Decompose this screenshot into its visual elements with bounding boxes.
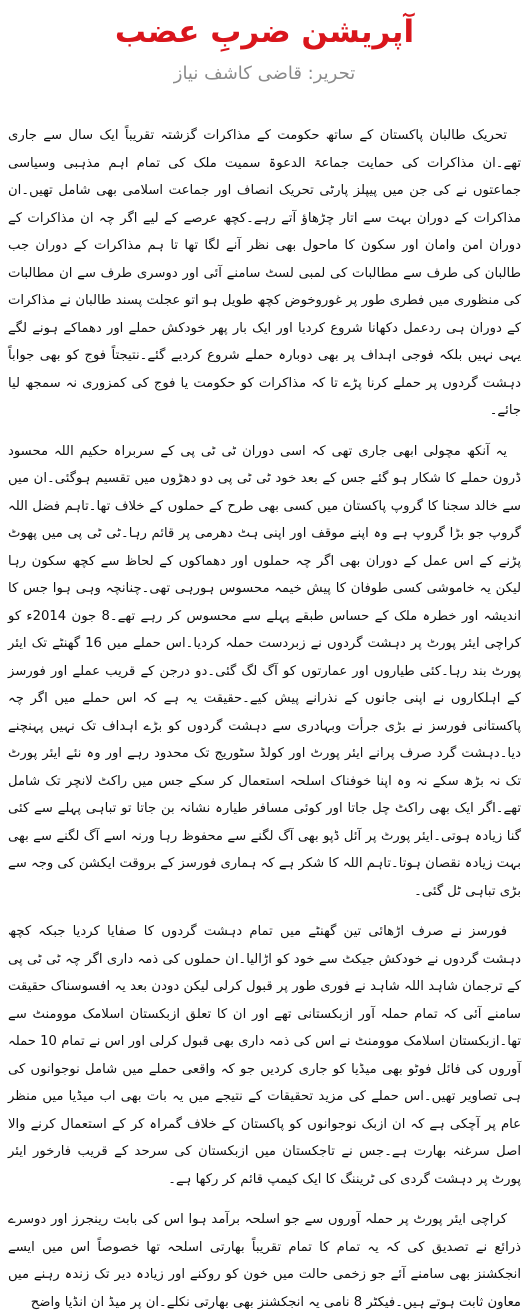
article-paragraph: تحریک طالبان پاکستان کے ساتھ حکومت کے مذاکرات گزشتہ تقریباً ایک سال سے جاری تھے۔ان مذاکرات کی حمایت جماعۃ الدعوۃ سمیت ملک کی تمام اہم مذہبی وسیاسی جماعتوں نے کی جن میں پیپلز پارٹی تحریک انصاف اور جماعت اسلامی بھی شامل تھیں۔ان مذاکرات کے دوران بہت سے اتار چڑھاؤ آتے رہے۔کچھ عرصے کے لیے اگر چہ ان مذاکرات کے دوران امن وامان اور سکون کا ماحول بھی نظر آنے لگا تھا تا ہم مذاکرات کے دوران جب طالبان کی طرف سے مطالبات کی لمبی لسٹ سامنے آئی اور دوسری طرف سے ان مطالبات کی منظوری میں فطری طور پر غوروخوض کچھ طویل ہو اتو عجلت پسند طالبان نے مذاکرات کے دوران ہی ردعمل دکھانا شروع کردیا اور ایک بار پھر خودکش حملے اور دھماکے ہونے لگے یہی نہیں بلکہ فوجی اہداف پر بھی دوبارہ حملے شروع کردیے گئے۔نتیجتاً فوج کو بھی جواباً دہشت گردوں پر حملے کرنا پڑے تا کہ مذاکرات کو حکومت یا فوج کی کمزوری نہ سمجھ لیا جائے۔ (8, 128, 521, 418)
article-title: آپریشن ضربِ عضب (114, 14, 415, 50)
article-paragraph: فورسز نے صرف اڑھائی تین گھنٹے میں تمام دہشت گردوں کا صفایا کردیا جبکہ کچھ دہشت گردوں نے خودکش جیکٹ سے خود کو اڑالیا۔ان حملوں کی ذمہ داری اگر چہ ٹی ٹی پی کے ترجمان شاہد اللہ شاہد نے فوری طور پر قبول کرلی لیکن دودن بعد یہ افسوسناک حقیقت سامنے آئی کہ تمام حملہ آور ازبکستانی تھے اور ان کا تعلق ازبکستان اسلامک موومنٹ سے تھا۔ازبکستان اسلامک موومنٹ نے اس کی ذمہ داری بھی قبول کرلی اور اس نے تمام 10 حملہ آوروں کی فائل فوٹو بھی میڈیا کو جاری کردیں جو کہ واقعی حملے میں شامل نوجوانوں کی ہی تصاویر تھیں۔اس حملے کی مزید تحقیقات کے نتیجے میں یہ بات بھی اب میڈیا میں منظر عام پر آچکی ہے کہ ان ازبک نوجوانوں کو پاکستان کے خلاف گمراہ کر کے استعمال کرنے والا اصل سرغنہ بھارت ہے۔جس نے تاجکستان میں ازبکستان کی سرحد کے قریب فارخور ایئر پورٹ پر دہشت گردی کی ٹریننگ کا ایک کیمپ قائم کر رکھا ہے۔ (8, 924, 521, 1187)
article-body (8, 122, 521, 1310)
article-paragraph: یہ آنکھ مچولی ابھی جاری تھی کہ اسی دوران ٹی ٹی پی کے سربراہ حکیم اللہ محسود ڈرون حملے کا شکار ہو گئے جس کے بعد خود ٹی ٹی پی دو دھڑوں میں تقسیم ہوگئی۔ان میں سے خالد سجنا کا گروپ پاکستان میں کسی بھی طرح کے حملوں کے خلاف تھا۔تاہم فضل اللہ گروپ جو بڑا گروپ ہے وہ اپنے موقف اور اپنی ہٹ دھرمی پر قائم رہا۔ٹی ٹی پی میں پھوٹ پڑنے کے اس عمل کے دوران بھی اگر چہ حملوں اور دھماکوں کے لحاظ سے کچھ سکون رہا لیکن یہ خاموشی کسی طوفان کا پیش خیمہ محسوس ہورہی تھی۔چنانچہ وہی ہوا جس کا اندیشہ اور خطرہ ملک کے حساس طبقے پہلے سے محسوس کر رہے تھے۔8 جون 2014ء کو کراچی ایئر پورٹ پر دہشت گردوں نے زبردست حملہ کردیا۔اس حملے میں 16 گھنٹے تک ایئر پورٹ بند رہا۔کئی طیاروں اور عمارتوں کو آگ لگ گئی۔دو درجن کے قریب عملے اور فورسز کے اہلکاروں نے اپنی جانوں کے نذرانے پیش کیے۔حقیقت یہ ہے کہ اس حملے میں اگر چہ پاکستانی فورسز نے بڑی جرأت وبہادری سے دہشت گردوں کو بڑے اہداف تک نہیں پہنچنے دیا۔دہشت گرد صرف پرانے ایئر پورٹ اور کولڈ سٹوریج تک محدود رہے اور وہ نئے ایئر پورٹ تک نہ بڑھ سکے نہ وہ اپنا خوفناک اسلحہ استعمال کر سکے جس میں راکٹ لانچر تک شامل تھے۔اگر ایک بھی راکٹ چل جاتا اور کوئی مسافر طیارہ نشانہ بن جاتا تو تباہی پہلے سے کئی گنا زیادہ ہوتی۔ایئر پورٹ پر آئل ڈپو بھی آگ لگنے سے محفوظ رہا ورنہ اسے آگ لگنے سے بھی بہت زیادہ نقصان ہوتا۔تاہم اللہ کا شکر ہے کہ ہماری فورسز کے بروقت ایکشن کی وجہ سے بڑی تباہی ٹل گئی۔ (8, 443, 521, 899)
article-byline: تحریر: قاضی کاشف نیاز (173, 63, 356, 84)
article-paragraph: کراچی ایئر پورٹ پر حملہ آوروں سے جو اسلحہ برآمد ہوا اس کی بابت رینجرز اور دوسرے ذرائع نے تصدیق کی کہ یہ تمام کا تمام تقریباً بھارتی اسلحہ تھا خصوصاً اس میں ایسے انجکشنز بھی سامنے آئے جو زخمی حالت میں خون کو روکنے اور زیادہ دیر تک زندہ رہنے میں معاون ثابت ہوتے ہیں۔فیکٹر 8 نامی یہ انجکشنز بھی بھارتی نکلے۔ان پر میڈ ان انڈیا واضح (8, 1212, 521, 1310)
